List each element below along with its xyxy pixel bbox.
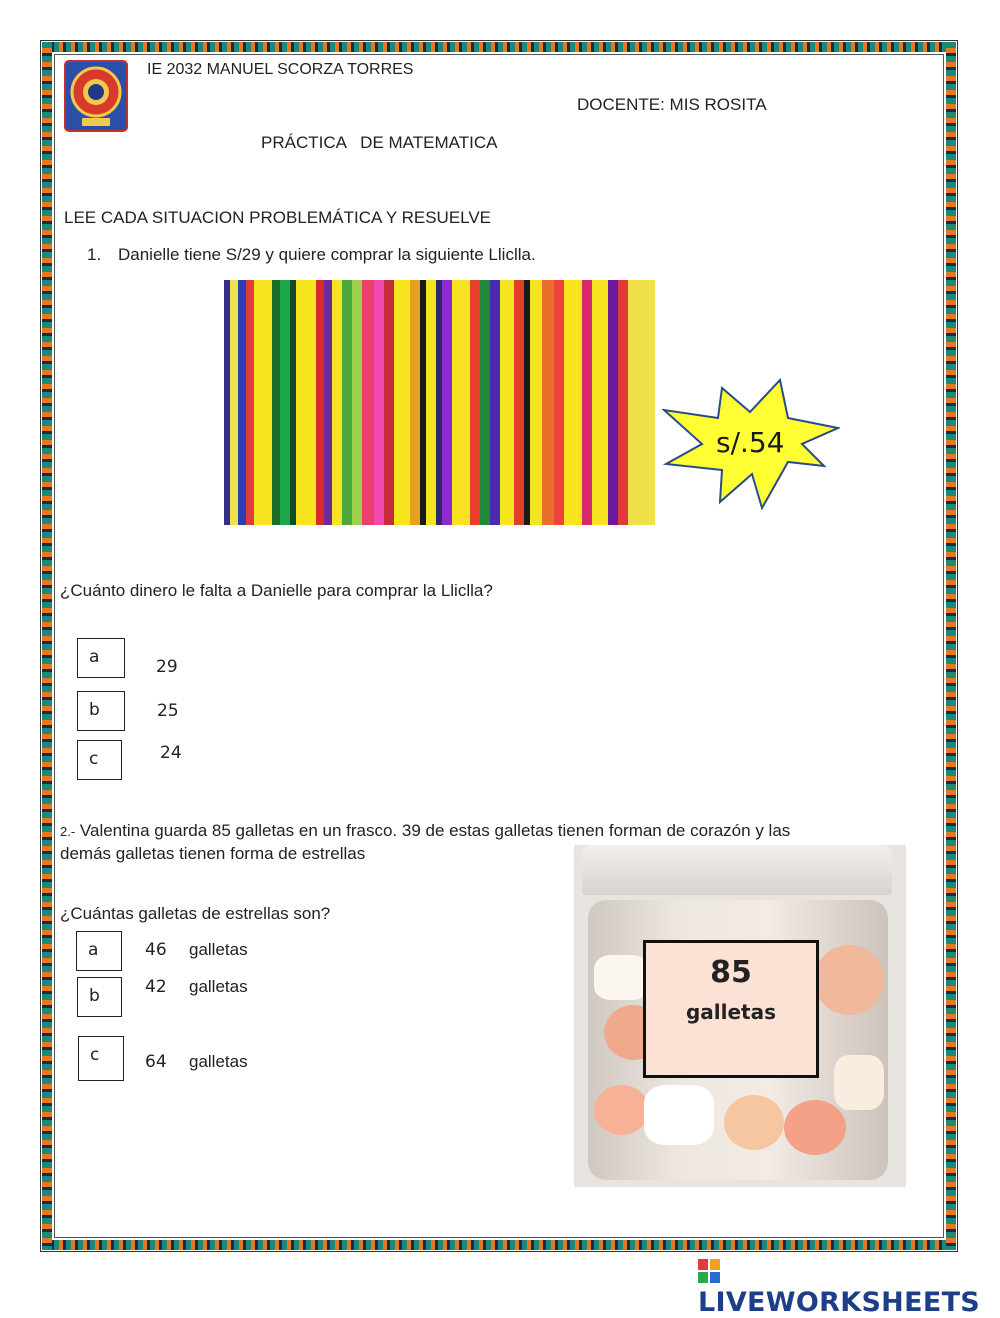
- q2-question: ¿Cuántas galletas de estrellas son?: [60, 904, 331, 923]
- q1-option-c-value: 24: [160, 743, 182, 763]
- jar-label: [643, 940, 819, 1078]
- q2-option-b-unit: galletas: [189, 977, 248, 996]
- liveworksheets-text: LIVEWORKSHEETS: [698, 1287, 981, 1318]
- q1-option-b-value: 25: [157, 701, 179, 721]
- q2-option-c-unit: galletas: [189, 1052, 248, 1071]
- q2-option-c-box[interactable]: c: [78, 1036, 124, 1081]
- q1-option-a-value: 29: [156, 657, 178, 677]
- q2-statement-line2: demás galletas tienen forma de estrellas: [60, 844, 366, 863]
- jar-label-number: 85: [710, 955, 752, 990]
- q2-option-b-value: 42: [145, 977, 167, 997]
- q1-option-c-box[interactable]: c: [77, 740, 122, 780]
- liveworksheets-icon: [698, 1259, 720, 1283]
- price-tag: s/.54: [716, 426, 785, 459]
- q2-statement-line1: [60, 821, 790, 842]
- q1-number: 1.: [87, 245, 102, 264]
- q1-option-b-box[interactable]: b: [77, 691, 125, 731]
- q2-number: 2.-: [60, 824, 76, 839]
- border-strip-right: [946, 42, 956, 1250]
- border-strip-left: [42, 42, 52, 1250]
- instructions: LEE CADA SITUACION PROBLEMÁTICA Y RESUELVE: [64, 208, 492, 227]
- q2-option-a-value: 46: [145, 940, 167, 960]
- q2-statement-text: Valentina guarda 85 galletas en un frasco. 39 de estas galletas tienen forman de corazón y las: [79, 821, 791, 840]
- border-strip-top: [42, 42, 956, 52]
- teacher-name: DOCENTE: MIS ROSITA: [577, 95, 767, 114]
- q1-question: ¿Cuánto dinero le falta a Danielle para comprar la Lliclla?: [60, 581, 493, 600]
- q1-option-a-box[interactable]: a: [77, 638, 125, 678]
- q2-option-a-unit: galletas: [189, 940, 248, 959]
- q1-statement: Danielle tiene S/29 y quiere comprar la siguiente Lliclla.: [118, 245, 536, 264]
- jar-label-text: galletas: [685, 1000, 777, 1024]
- q2-option-b-box[interactable]: b: [77, 977, 122, 1017]
- page-title: PRÁCTICA DE MATEMATICA: [261, 133, 498, 152]
- q2-option-a-box[interactable]: a: [76, 931, 122, 971]
- q2-option-c-value: 64: [145, 1052, 167, 1072]
- school-name: IE 2032 MANUEL SCORZA TORRES: [147, 61, 414, 78]
- school-logo: [64, 60, 128, 132]
- liveworksheets-logo[interactable]: [698, 1256, 1000, 1318]
- lliclla-image: [224, 280, 655, 525]
- border-strip-bottom: [42, 1240, 956, 1250]
- jar-lid: [582, 845, 892, 895]
